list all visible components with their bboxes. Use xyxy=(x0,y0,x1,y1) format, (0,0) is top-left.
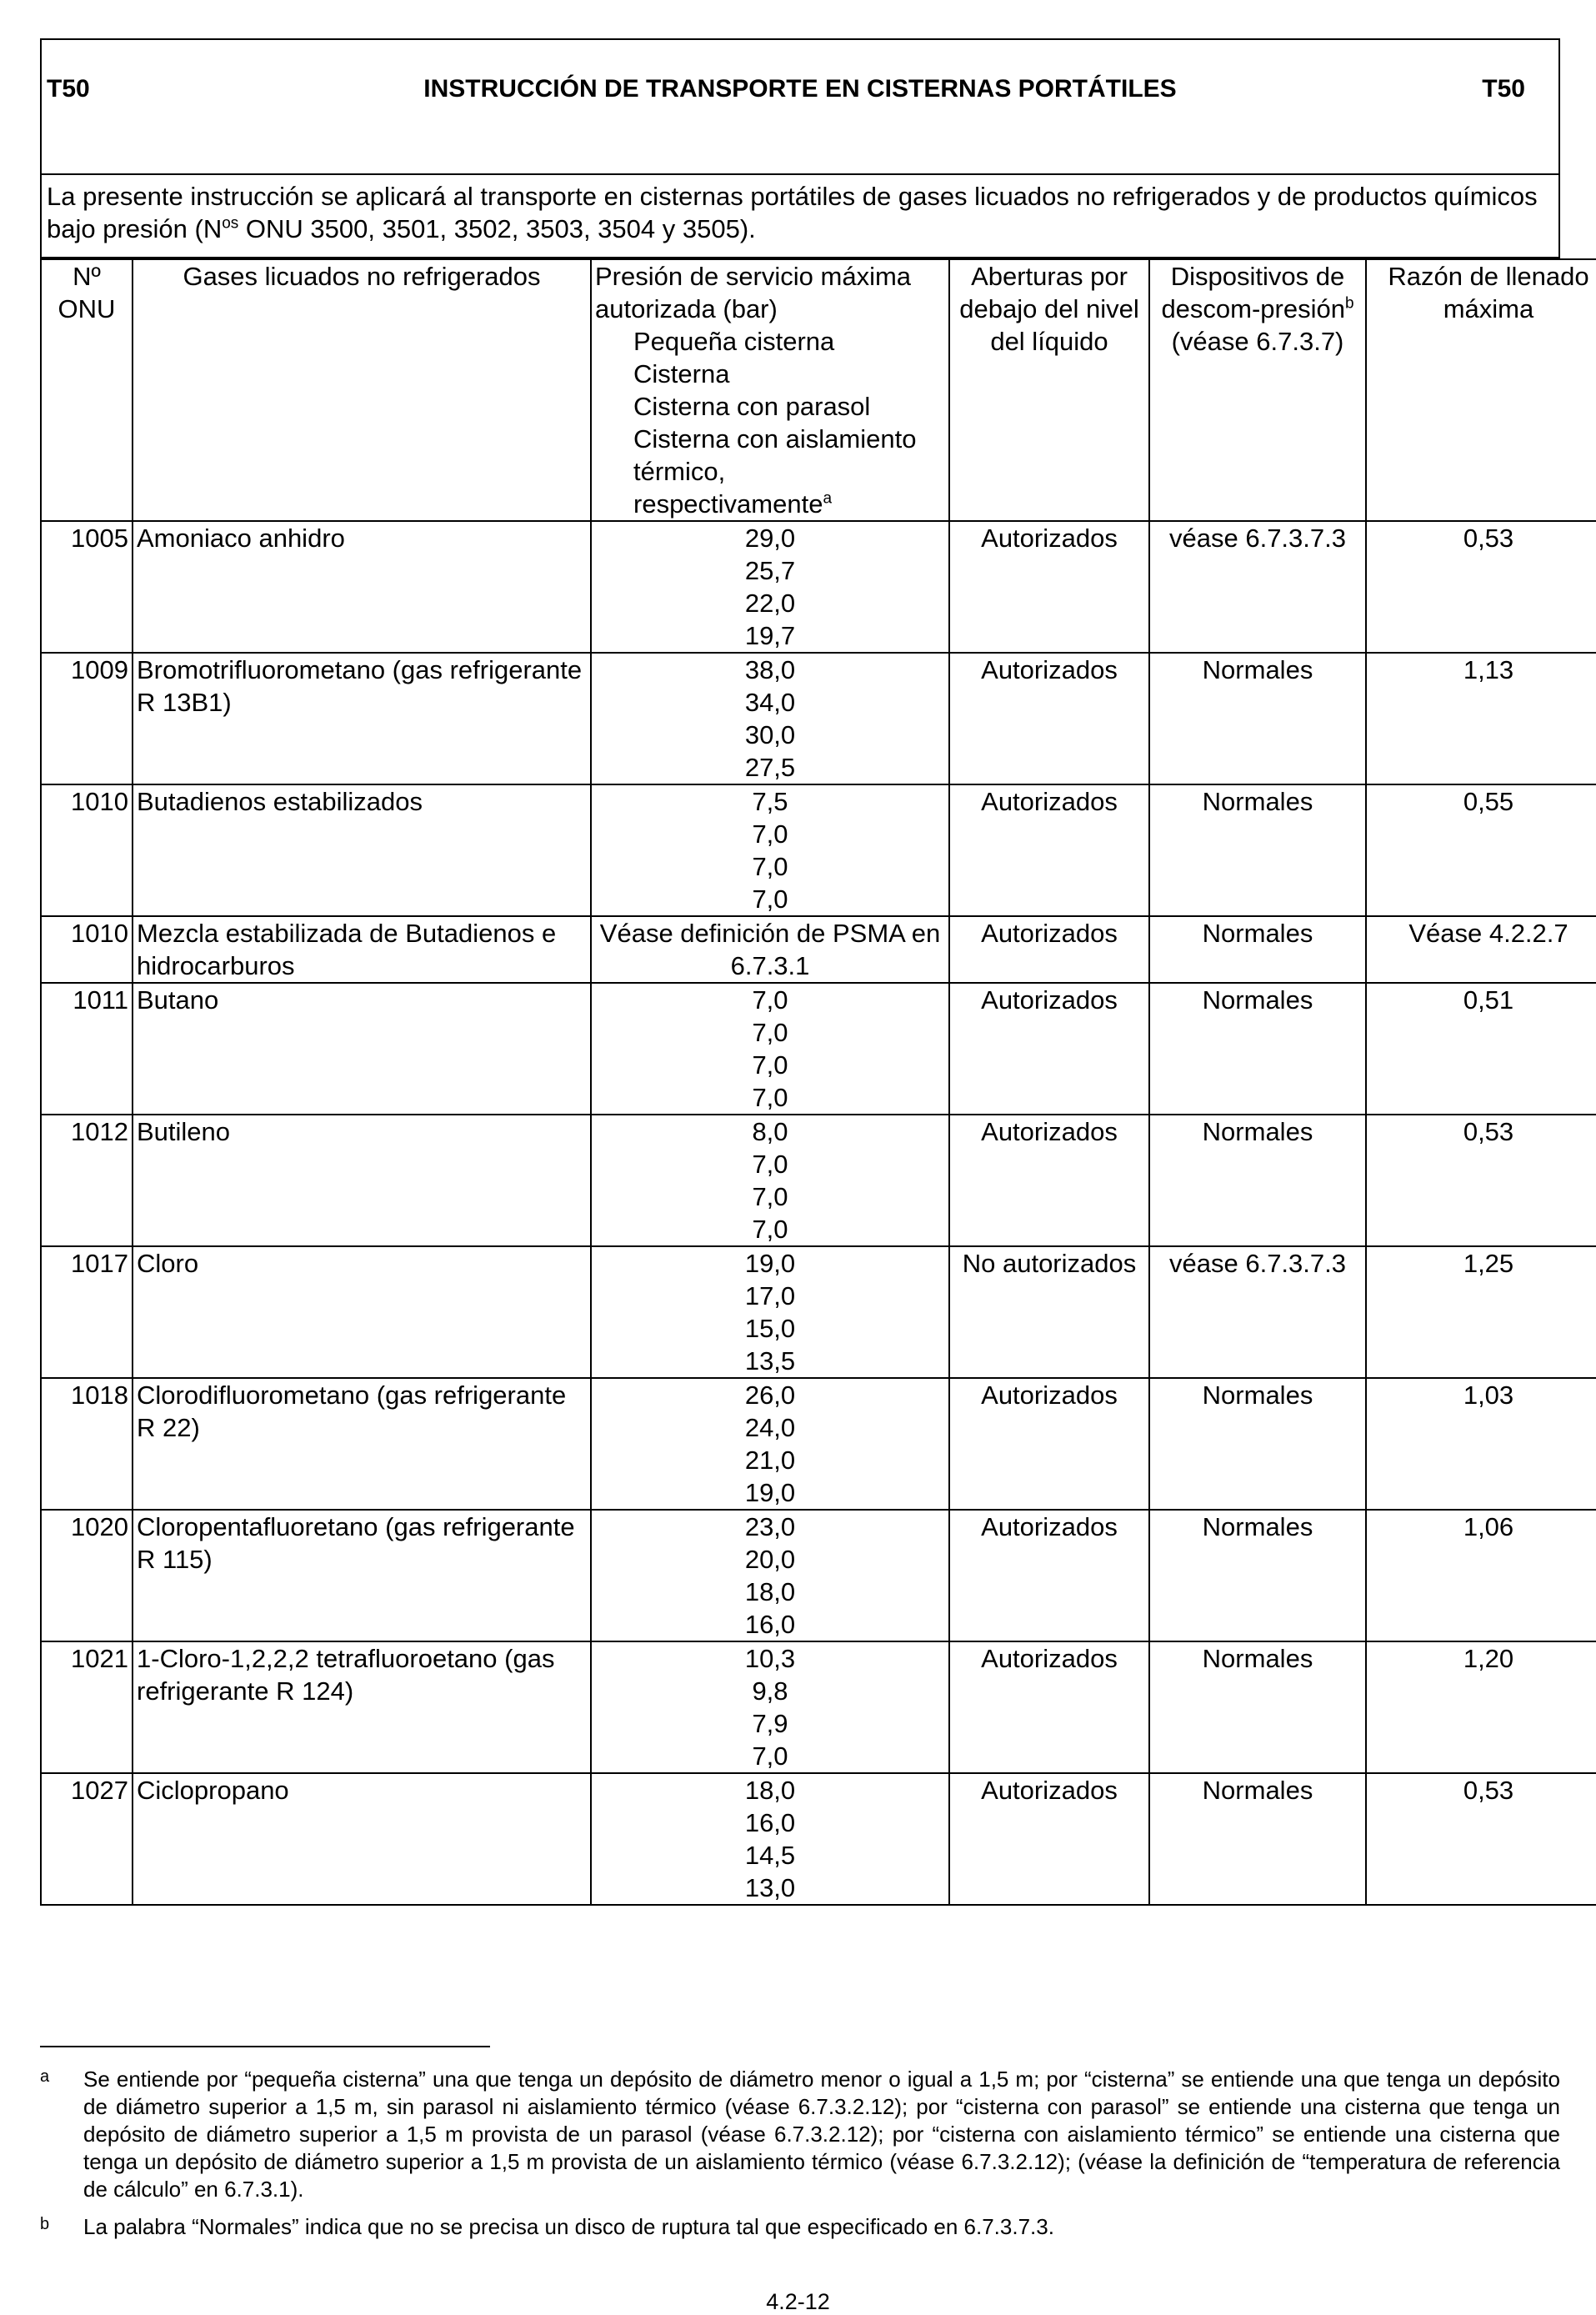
cell-gas-name: Mezcla estabilizada de Butadienos e hidrocarburos xyxy=(133,916,591,983)
header-pressure-item: Cisterna con aislamiento térmico, xyxy=(633,424,917,486)
cell-pressures xyxy=(591,653,949,784)
table-header-row xyxy=(41,259,1596,521)
pressure-value: 20,0 xyxy=(744,1545,796,1574)
cell-pressures xyxy=(591,1773,949,1905)
footnotes xyxy=(40,2066,1560,2251)
header-un-number-line: ONU xyxy=(58,294,116,323)
intro-text-part: ONU 3500, 3501, 3502, 3503, 3504 y 3505). xyxy=(238,214,756,243)
footnote-mark: b xyxy=(40,2215,50,2233)
cell-relief-devices: Normales xyxy=(1149,784,1366,916)
cell-un-number: 1012 xyxy=(41,1115,133,1246)
pressure-value: 10,3 xyxy=(744,1644,796,1673)
pressure-value: 7,9 xyxy=(752,1709,788,1738)
cell-pressures xyxy=(591,784,949,916)
cell-filling-ratio: 1,25 xyxy=(1366,1246,1596,1378)
cell-filling-ratio: Véase 4.2.2.7 xyxy=(1366,916,1596,983)
pressure-value: 16,0 xyxy=(744,1610,796,1639)
cell-un-number: 1010 xyxy=(41,784,133,916)
pressure-value: 18,0 xyxy=(744,1776,796,1805)
cell-openings: Autorizados xyxy=(949,521,1149,653)
header-pressure-relief xyxy=(1149,259,1366,521)
pressure-value: 7,0 xyxy=(752,1018,788,1047)
header-filling-ratio: Razón de llenado máxima xyxy=(1366,259,1596,521)
table-row xyxy=(41,784,1596,916)
cell-gas-name: Clorodifluorometano (gas refrigerante R 22) xyxy=(133,1378,591,1510)
pressure-value: 7,5 xyxy=(752,787,788,816)
pressure-value: 7,0 xyxy=(752,1050,788,1080)
cell-filling-ratio: 1,06 xyxy=(1366,1510,1596,1641)
cell-openings: Autorizados xyxy=(949,1378,1149,1510)
pressure-value: 13,5 xyxy=(744,1346,796,1375)
cell-openings: Autorizados xyxy=(949,1641,1149,1773)
cell-relief-devices: Normales xyxy=(1149,1115,1366,1246)
pressure-value: 7,0 xyxy=(752,852,788,881)
footnote-text: La palabra “Normales” indica que no se precisa un disco de ruptura tal que especificado en 6.7.3.7.3. xyxy=(83,2214,1054,2239)
header-pressure-item: Cisterna con parasol xyxy=(633,392,871,421)
cell-gas-name: Butadienos estabilizados xyxy=(133,784,591,916)
pressure-value: 22,0 xyxy=(744,589,796,618)
pressure-value: 7,0 xyxy=(752,819,788,849)
table-row xyxy=(41,983,1596,1115)
pressure-value: 13,0 xyxy=(744,1873,796,1902)
header-pressure-main: Presión de servicio máxima autorizada (bar) xyxy=(595,262,912,323)
cell-filling-ratio: 0,55 xyxy=(1366,784,1596,916)
cell-relief-devices: Normales xyxy=(1149,1378,1366,1510)
pressure-value: 15,0 xyxy=(744,1314,796,1343)
cell-relief-devices: Normales xyxy=(1149,1641,1366,1773)
pressure-value: 9,8 xyxy=(752,1676,788,1706)
pressure-value: Véase definición de PSMA en 6.7.3.1 xyxy=(599,919,941,980)
table-row xyxy=(41,1641,1596,1773)
cell-un-number: 1020 xyxy=(41,1510,133,1641)
table-row xyxy=(41,1773,1596,1905)
pressure-value: 7,0 xyxy=(752,884,788,914)
pressure-value: 26,0 xyxy=(744,1380,796,1410)
intro-text-part: La presente instrucción se aplicará al transporte en cisternas portátiles de gases licuados no refrigerados y de productos químicos bajo presión (N xyxy=(47,182,1538,243)
cell-pressures xyxy=(591,1115,949,1246)
instruction-code-left: T50 xyxy=(47,75,90,103)
header-un-number-line: Nº xyxy=(73,262,101,291)
cell-un-number: 1027 xyxy=(41,1773,133,1905)
pressure-value: 17,0 xyxy=(744,1281,796,1310)
cell-relief-devices: Normales xyxy=(1149,983,1366,1115)
table-row xyxy=(41,653,1596,784)
cell-filling-ratio: 0,53 xyxy=(1366,521,1596,653)
cell-openings: Autorizados xyxy=(949,1773,1149,1905)
cell-pressures xyxy=(591,1510,949,1641)
cell-relief-devices: véase 6.7.3.7.3 xyxy=(1149,1246,1366,1378)
footnote-b xyxy=(40,2213,1560,2241)
cell-gas-name: Butano xyxy=(133,983,591,1115)
header-gas-name: Gases licuados no refrigerados xyxy=(133,259,591,521)
cell-pressures xyxy=(591,983,949,1115)
cell-relief-devices: Normales xyxy=(1149,916,1366,983)
cell-openings: Autorizados xyxy=(949,1115,1149,1246)
pressure-value: 21,0 xyxy=(744,1446,796,1475)
footnote-separator xyxy=(40,2046,490,2047)
cell-gas-name: Cloro xyxy=(133,1246,591,1378)
cell-pressures xyxy=(591,521,949,653)
cell-openings: Autorizados xyxy=(949,653,1149,784)
cell-relief-devices: Normales xyxy=(1149,653,1366,784)
instruction-code-right: T50 xyxy=(1482,75,1525,103)
cell-un-number: 1009 xyxy=(41,653,133,784)
header-pressure-item xyxy=(595,488,945,520)
pressure-value: 19,0 xyxy=(744,1478,796,1507)
cell-gas-name: Amoniaco anhidro xyxy=(133,521,591,653)
cell-openings: Autorizados xyxy=(949,1510,1149,1641)
header-pressure-last: respectivamente xyxy=(633,489,823,519)
pressure-value: 14,5 xyxy=(744,1841,796,1870)
cell-un-number: 1010 xyxy=(41,916,133,983)
footnote-text: Se entiende por “pequeña cisterna” una que tenga un depósito de diámetro menor o igual a 1,5 m; por “cisterna” se entiende una que tenga un depósito de diámetro superior a 1,5 m, sin parasol ni aislamiento térmico (véase 6.7.3.2.12); por “cisterna con parasol” se entiende una cisterna que tenga un depósito de diámetro superior a 1,5 m provista de un parasol (véase 6.7.3.2.12); por “cisterna con aislamiento térmico” se entiende una cisterna que tenga un depósito de diámetro superior a 1,5 m provista de un aislamiento térmico (véase 6.7.3.2.12); (véase la definición de “temperatura de referencia de cálculo” en 6.7.3.1). xyxy=(83,2067,1560,2202)
pressure-value: 30,0 xyxy=(744,720,796,749)
pressure-value: 8,0 xyxy=(752,1117,788,1146)
document-frame xyxy=(40,38,1589,1906)
cell-un-number: 1021 xyxy=(41,1641,133,1773)
table-body xyxy=(41,521,1596,1905)
table-row xyxy=(41,916,1596,983)
cell-openings: No autorizados xyxy=(949,1246,1149,1378)
cell-filling-ratio: 0,53 xyxy=(1366,1773,1596,1905)
table-row xyxy=(41,1510,1596,1641)
intro-sup: os xyxy=(222,214,239,233)
footnote-mark: a xyxy=(40,2067,50,2086)
pressure-value: 29,0 xyxy=(744,524,796,553)
cell-relief-devices: Normales xyxy=(1149,1773,1366,1905)
pressure-value: 7,0 xyxy=(752,985,788,1015)
cell-un-number: 1017 xyxy=(41,1246,133,1378)
header-pressure-item: Cisterna xyxy=(633,359,730,388)
pressure-value: 25,7 xyxy=(744,556,796,585)
title-box xyxy=(40,38,1560,175)
cell-gas-name: Butileno xyxy=(133,1115,591,1246)
page-number: 4.2-12 xyxy=(766,2289,830,2314)
cell-un-number: 1018 xyxy=(41,1378,133,1510)
cell-openings: Autorizados xyxy=(949,784,1149,916)
cell-filling-ratio: 0,51 xyxy=(1366,983,1596,1115)
cell-pressures xyxy=(591,1378,949,1510)
pressure-value: 19,0 xyxy=(744,1249,796,1278)
title-row xyxy=(42,75,1558,103)
cell-filling-ratio: 0,53 xyxy=(1366,1115,1596,1246)
header-devices-text: (véase 6.7.3.7) xyxy=(1171,327,1344,356)
cell-gas-name: 1-Cloro-1,2,2,2 tetrafluoroetano (gas refrigerante R 124) xyxy=(133,1641,591,1773)
header-pressure-item: Pequeña cisterna xyxy=(633,327,835,356)
pressure-value: 19,7 xyxy=(744,621,796,650)
table-row xyxy=(41,521,1596,653)
cell-relief-devices: Normales xyxy=(1149,1510,1366,1641)
header-devices-text: Dispositivos de descom-presión xyxy=(1161,262,1345,323)
pressure-value: 7,0 xyxy=(752,1741,788,1771)
gas-table xyxy=(40,258,1596,1906)
cell-gas-name: Ciclopropano xyxy=(133,1773,591,1905)
cell-un-number: 1011 xyxy=(41,983,133,1115)
cell-gas-name: Cloropentafluoretano (gas refrigerante R 115) xyxy=(133,1510,591,1641)
table-row xyxy=(41,1378,1596,1510)
pressure-value: 7,0 xyxy=(752,1215,788,1244)
table-row xyxy=(41,1246,1596,1378)
instruction-title: INSTRUCCIÓN DE TRANSPORTE EN CISTERNAS PORTÁTILES xyxy=(423,75,1177,103)
cell-filling-ratio: 1,03 xyxy=(1366,1378,1596,1510)
pressure-value: 34,0 xyxy=(744,688,796,717)
header-openings: Aberturas por debajo del nivel del líquido xyxy=(949,259,1149,521)
cell-filling-ratio: 1,13 xyxy=(1366,653,1596,784)
header-max-pressure xyxy=(591,259,949,521)
cell-pressures xyxy=(591,916,949,983)
pressure-value: 18,0 xyxy=(744,1577,796,1606)
cell-pressures xyxy=(591,1641,949,1773)
header-un-number xyxy=(41,259,133,521)
cell-gas-name: Bromotrifluorometano (gas refrigerante R 13B1) xyxy=(133,653,591,784)
cell-openings: Autorizados xyxy=(949,983,1149,1115)
pressure-value: 16,0 xyxy=(744,1808,796,1837)
footnote-a xyxy=(40,2066,1560,2203)
pressure-value: 24,0 xyxy=(744,1413,796,1442)
pressure-value: 7,0 xyxy=(752,1150,788,1179)
pressure-value: 27,5 xyxy=(744,753,796,782)
pressure-value: 7,0 xyxy=(752,1083,788,1112)
cell-relief-devices: véase 6.7.3.7.3 xyxy=(1149,521,1366,653)
cell-openings: Autorizados xyxy=(949,916,1149,983)
cell-filling-ratio: 1,20 xyxy=(1366,1641,1596,1773)
table-row xyxy=(41,1115,1596,1246)
cell-pressures xyxy=(591,1246,949,1378)
pressure-value: 7,0 xyxy=(752,1182,788,1211)
cell-un-number: 1005 xyxy=(41,521,133,653)
footnote-ref-a: a xyxy=(823,489,833,508)
footnote-ref-b: b xyxy=(1344,294,1354,313)
pressure-value: 23,0 xyxy=(744,1512,796,1541)
intro-text xyxy=(40,175,1560,258)
pressure-value: 38,0 xyxy=(744,655,796,684)
